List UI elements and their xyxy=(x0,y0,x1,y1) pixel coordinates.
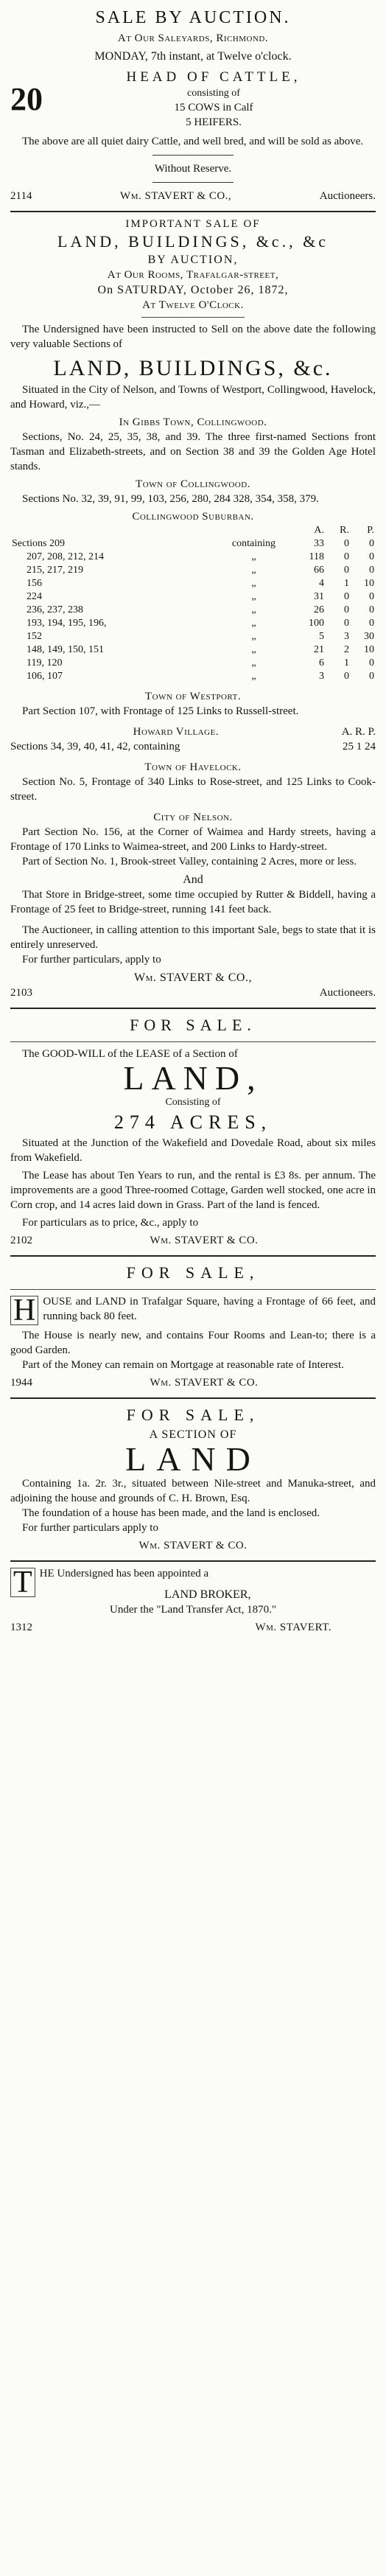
ad2-big-heading: LAND, BUILDINGS, &c. xyxy=(53,356,333,380)
ad5-section: A SECTION OF xyxy=(149,1428,237,1441)
ad6-act: Under the "Land Transfer Act, 1870." xyxy=(110,1604,276,1616)
table-row xyxy=(10,577,376,590)
ad2-date: On SATURDAY, October 26, 1872, xyxy=(97,284,289,296)
ad1-qty: 20 xyxy=(10,81,43,117)
ad1-consisting: consisting of xyxy=(187,88,240,99)
row-containing: „ xyxy=(251,565,256,576)
table-row xyxy=(10,604,376,617)
row-sections: 224 xyxy=(27,591,42,602)
ad2-suburban: Collingwood Suburban. xyxy=(132,511,254,523)
ad6-firm: Wm. STAVERT. xyxy=(255,1622,331,1633)
ad2-nelson-body2: Part of Section No. 1, Brook-street Valley, containing 2 Acres, more or less. xyxy=(22,856,357,868)
ad1-reserve: Without Reserve. xyxy=(154,163,232,175)
ad-house-for-sale xyxy=(10,1261,376,1390)
ad2-by: BY AUCTION, xyxy=(147,254,239,266)
row-containing: „ xyxy=(251,578,256,589)
row-containing: „ xyxy=(251,631,256,642)
ad6-broker: LAND BROKER, xyxy=(164,1588,251,1601)
ad3-big: LAND, xyxy=(123,1059,263,1097)
divider xyxy=(10,1560,376,1562)
ad2-westport-body: Part Section 107, with Frontage of 125 Links to Russell-street. xyxy=(22,705,299,717)
ad2-howard-val: 25 1 24 xyxy=(343,741,376,753)
ad2-gibbs-body: Sections, No. 24, 25, 35, 38, and 39. The three first-named Sections front Tasman and Elizabeth-streets, and on Section 38 and 39 the Golden Age Hotel stands. xyxy=(10,431,376,472)
ad1-body: The above are all quiet dairy Cattle, and well bred, and will be sold as above. xyxy=(22,136,364,147)
ad3-title: FOR SALE. xyxy=(130,1016,256,1034)
ad4-lead: OUSE and LAND in Trafalgar Square, having a Frontage of 66 feet, and running back 80 feet. xyxy=(43,1296,376,1322)
ad4-ref: 1944 xyxy=(10,1377,32,1389)
ad1-date: MONDAY, 7th instant, at Twelve o'clock. xyxy=(94,50,292,63)
ad3-consisting: Consisting of xyxy=(165,1097,221,1108)
row-acres: 31 xyxy=(314,591,324,602)
ad2-westport: Town of Westport. xyxy=(144,691,242,702)
ad4-title: FOR SALE, xyxy=(126,1263,260,1282)
ad2-role: Auctioneers. xyxy=(319,987,376,999)
ad2-firm: Wm. STAVERT & CO., xyxy=(134,971,252,984)
row-perches: 0 xyxy=(369,565,374,576)
ad-cattle-auction xyxy=(10,9,376,203)
row-acres: 3 xyxy=(319,671,324,682)
row-sections: 207, 208, 212, 214 xyxy=(27,551,104,562)
row-perches: 10 xyxy=(364,644,374,655)
ad2-time: At Twelve O'Clock. xyxy=(142,299,244,311)
ad5-title: FOR SALE, xyxy=(126,1406,260,1424)
ad5-body1: Containing 1a. 2r. 3r., situated between Nile-street and Manuka-street, and adjoining the house and grounds of C. H. Brown, Esq. xyxy=(10,1478,376,1504)
ad2-howard-body: Sections 34, 39, 40, 41, 42, containing xyxy=(10,741,180,753)
ad3-firm: Wm. STAVERT & CO. xyxy=(150,1235,259,1246)
ad6-ref: 1312 xyxy=(10,1622,32,1633)
row-acres: 33 xyxy=(314,538,324,549)
row-acres: 100 xyxy=(309,618,324,629)
ad2-havelock-body: Section No. 5, Frontage of 340 Links to Rose-street, and 125 Links to Cook-street. xyxy=(10,776,376,803)
ad3-body: The Lease has about Ten Years to run, and the rental is £3 8s. per annum. The improvements are a good Three-roomed Cottage, Garden well stocked, one acre in Corn crop, and 14 acres laid down in Grass. Part of the land is fenced. xyxy=(10,1170,376,1211)
ad3-ref: 2102 xyxy=(10,1235,32,1246)
row-perches: 0 xyxy=(369,604,374,615)
ad3-intro: The GOOD-WILL of the LEASE of a Section of xyxy=(22,1048,238,1060)
table-row xyxy=(10,670,376,683)
row-acres: 26 xyxy=(314,604,324,615)
table-row xyxy=(10,564,376,577)
ad2-and: And xyxy=(183,873,203,886)
ad1-title: SALE BY AUCTION. xyxy=(95,8,291,27)
row-roods: 0 xyxy=(344,604,349,615)
ad-lease-for-sale xyxy=(10,1013,376,1248)
row-sections: 152 xyxy=(27,631,42,642)
ad2-nelson-body1: Part Section No. 156, at the Corner of Waimea and Hardy streets, having a Frontage of 170 Links to Waimea-street, and 200 Links to Hardy-street. xyxy=(10,826,376,853)
row-containing: „ xyxy=(251,671,256,682)
ad1-cattle-block xyxy=(10,69,376,130)
ad2-nelson: City of Nelson. xyxy=(153,811,233,823)
row-roods: 0 xyxy=(344,565,349,576)
ad2-sections-table xyxy=(10,524,376,683)
row-perches: 30 xyxy=(364,631,374,642)
ad3-situated: Situated at the Junction of the Wakefield and Dovedale Road, about six miles from Wakefield. xyxy=(10,1137,376,1164)
ad1-role: Auctioneers. xyxy=(319,190,376,202)
row-perches: 0 xyxy=(369,618,374,629)
divider xyxy=(10,1255,376,1257)
row-containing: „ xyxy=(251,644,256,655)
ad-land-auction xyxy=(10,217,376,1000)
ad2-town-coll: Town of Collingwood. xyxy=(136,478,250,490)
ad2-title2: LAND, BUILDINGS, &c., &c xyxy=(57,232,329,251)
divider xyxy=(10,211,376,212)
col-roods: R. xyxy=(340,525,349,536)
ad2-gibbs: In Gibbs Town, Collingwood. xyxy=(119,416,267,428)
ad1-firm: Wm. STAVERT & CO., xyxy=(120,190,232,202)
ad3-acres: 274 ACRES, xyxy=(113,1111,273,1133)
ad6-lead: HE Undersigned has been appointed a xyxy=(39,1568,209,1580)
ad2-intro: The Undersigned have been instructed to Sell on the above date the following very valuable Sections of xyxy=(10,324,376,350)
row-acres: 4 xyxy=(319,578,324,589)
divider xyxy=(10,1397,376,1399)
ad2-ref: 2103 xyxy=(10,987,32,999)
row-roods: 1 xyxy=(344,657,349,669)
ad4-firm: Wm. STAVERT & CO. xyxy=(150,1377,259,1389)
ad5-further: For further particulars apply to xyxy=(22,1522,158,1534)
ad6-drop-cap: T xyxy=(10,1568,35,1597)
row-containing: „ xyxy=(251,604,256,615)
row-sections: 236, 237, 238 xyxy=(27,604,83,615)
ad5-big: LAND xyxy=(125,1440,261,1478)
ad2-town-coll-body: Sections No. 32, 39, 91, 99, 103, 256, 280, 284 328, 354, 358, 379. xyxy=(22,493,319,505)
divider xyxy=(10,1008,376,1009)
ad2-store: That Store in Bridge-street, some time occupied by Rutter & Biddell, having a Frontage of 25 feet to Bridge-street, running 141 feet back. xyxy=(10,889,376,915)
row-roods: 0 xyxy=(344,538,349,549)
table-row xyxy=(10,657,376,670)
row-containing: containing xyxy=(231,538,276,549)
ad-land-broker xyxy=(10,1566,376,1635)
row-perches: 0 xyxy=(369,538,374,549)
row-roods: 0 xyxy=(344,618,349,629)
ad2-howard: Howard Village. xyxy=(133,726,220,738)
table-row xyxy=(10,617,376,630)
ad4-body2: Part of the Money can remain on Mortgage at reasonable rate of Interest. xyxy=(22,1359,344,1371)
row-containing: „ xyxy=(251,618,256,629)
ad2-place: At Our Rooms, Trafalgar-street, xyxy=(107,269,279,281)
row-roods: 1 xyxy=(344,578,349,589)
ad4-body1: The House is nearly new, and contains Four Rooms and Lean-to; there is a good Garden. xyxy=(10,1330,376,1356)
row-perches: 0 xyxy=(369,591,374,602)
row-sections: 193, 194, 195, 196, xyxy=(27,618,107,629)
row-containing: „ xyxy=(251,657,256,669)
table-row xyxy=(10,643,376,657)
row-sections: 119, 120 xyxy=(27,657,63,669)
row-acres: 6 xyxy=(319,657,324,669)
table-header-row xyxy=(10,524,376,537)
row-sections: 148, 149, 150, 151 xyxy=(27,644,104,655)
ad5-firm: Wm. STAVERT & CO. xyxy=(138,1540,248,1551)
table-row xyxy=(10,590,376,604)
ad1-heading: HEAD OF CATTLE, xyxy=(126,69,301,85)
row-perches: 0 xyxy=(369,657,374,669)
table-row xyxy=(10,537,376,551)
ad1-ref: 2114 xyxy=(10,190,32,202)
ad2-closing: The Auctioneer, in calling attention to this important Sale, begs to state that it is entirely unreserved. xyxy=(10,924,376,951)
row-roods: 0 xyxy=(344,551,349,562)
row-acres: 66 xyxy=(314,565,324,576)
ad4-drop-cap: H xyxy=(10,1296,38,1325)
row-perches: 0 xyxy=(369,671,374,682)
ad1-line1: 15 COWS in Calf xyxy=(174,102,253,114)
row-roods: 3 xyxy=(344,631,349,642)
row-roods: 2 xyxy=(344,644,349,655)
col-perches: P. xyxy=(367,525,374,536)
row-sections: 106, 107 xyxy=(27,671,63,682)
row-containing: „ xyxy=(251,591,256,602)
row-roods: 0 xyxy=(344,591,349,602)
ad2-situated: Situated in the City of Nelson, and Towns of Westport, Collingwood, Havelock, and Howard, viz.,— xyxy=(10,384,376,411)
row-containing: „ xyxy=(251,551,256,562)
ad5-body2: The foundation of a house has been made, and the land is enclosed. xyxy=(22,1507,320,1519)
col-acres: A. xyxy=(314,525,324,536)
row-sections: 215, 217, 219 xyxy=(27,565,83,576)
row-roods: 0 xyxy=(344,671,349,682)
ad-section-for-sale xyxy=(10,1403,376,1553)
row-acres: 5 xyxy=(319,631,324,642)
row-perches: 0 xyxy=(369,551,374,562)
row-acres: 21 xyxy=(314,644,324,655)
row-sections: Sections 209 xyxy=(12,538,65,549)
ad2-title: IMPORTANT SALE OF xyxy=(125,218,261,230)
table-row xyxy=(10,551,376,564)
table-row xyxy=(10,630,376,643)
ad1-line2: 5 HEIFERS. xyxy=(186,116,242,128)
row-sections: 156 xyxy=(27,578,42,589)
ad1-place: At Our Saleyards, Richmond. xyxy=(117,32,269,44)
row-acres: 118 xyxy=(309,551,324,562)
ad3-further: For particulars as to price, &c., apply to xyxy=(22,1217,199,1229)
ad2-howard-cols: A. R. P. xyxy=(341,726,376,738)
ad2-further: For further particulars, apply to xyxy=(22,954,161,966)
row-perches: 10 xyxy=(364,578,374,589)
ad2-havelock: Town of Havelock. xyxy=(144,761,242,773)
